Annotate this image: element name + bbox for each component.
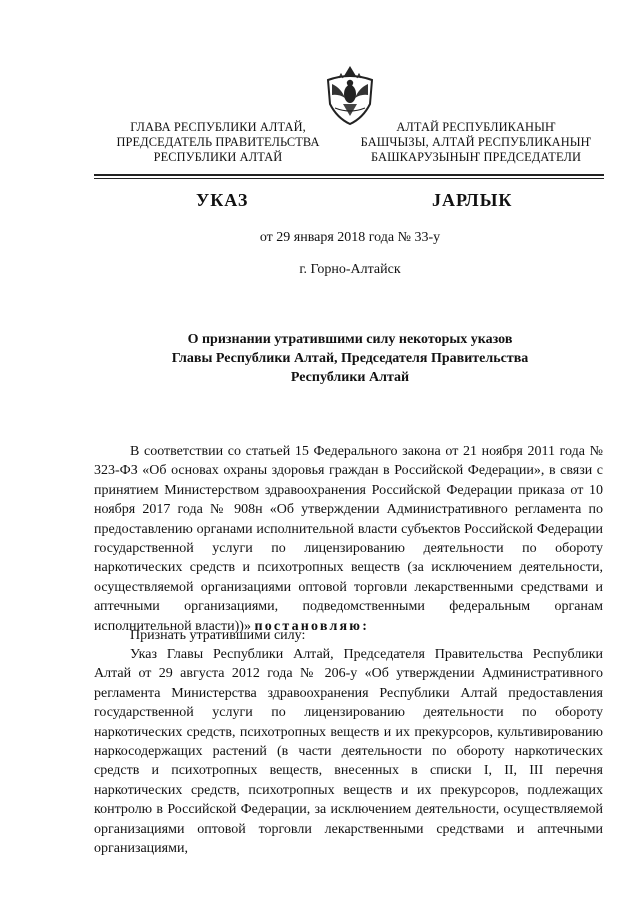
header-left-authority xyxy=(98,120,338,165)
doc-type-russian: УКАЗ xyxy=(196,190,249,210)
title-line: Республики Алтай xyxy=(290,370,410,385)
header-divider-thin xyxy=(94,178,604,179)
header-right-line: АЛТАЙ РЕСПУБЛИКАНЫҤ xyxy=(396,120,556,134)
decree-word: постановляю: xyxy=(254,618,370,634)
preamble-text: В соответствии со статьей 15 Федерального закона от 21 ноября 2011 года № 323-ФЗ «Об основах охраны здоровья граждан в Российской Федерации», в связи с принятием Министерством здравоохранения Российской Федерации приказа от 10 ноября 2017 года № 908н «Об утверждении Административного регламента по предоставлению органами исполнительной власти субъектов Российской Федерации государственной услуги по лицензированию деятельности по обороту наркотических средств и психотропных веществ (за исключением деятельности, осуществляемой организациями оптовой торговли лекарственными средствами и аптечными организациями, подведомственными федеральным органам исполнительной власти))» xyxy=(94,444,603,634)
decree-date-number: от 29 января 2018 года № 33-у xyxy=(259,230,441,245)
operative-paragraph: Указ Главы Республики Алтай, Председателя Правительства Республики Алтай от 29 августа 2012 года № 206-у «Об утверждении Административного регламента Министерства здравоохранения Республики Алтай предоставления государственной услуги по лицензированию деятельности по обороту наркотических средств, психотропных веществ и их прекурсоров, культивированию наркосодержащих растений (в части деятельности по обороту наркотических средств и психотропных веществ, внесенных в списки I, II, III перечня наркотических средств, психотропных веществ и их прекурсоров, подлежащих контролю в Российской Федерации, за исключением деятельности, осуществляемой организациями оптовой торговли лекарственными средствами и аптечными организациями, xyxy=(94,647,603,857)
decree-title xyxy=(120,330,580,387)
header-left-line: РЕСПУБЛИКИ АЛТАЙ xyxy=(153,150,283,164)
header-right-authority xyxy=(356,120,596,165)
decree-city: г. Горно-Алтайск xyxy=(299,262,401,277)
doc-type-altai: JАРЛЫК xyxy=(432,190,513,210)
header-left-line: ПРЕДСЕДАТЕЛЬ ПРАВИТЕЛЬСТВА xyxy=(116,135,320,149)
operative-intro: Признать утратившими силу: xyxy=(130,628,306,643)
header-divider-thick xyxy=(94,174,604,176)
header-right-line: БАШЧЫЗЫ, АЛТАЙ РЕСПУБЛИКАНЫҤ xyxy=(360,135,592,149)
coat-of-arms-icon xyxy=(323,64,377,126)
title-line: Главы Республики Алтай, Председателя Правительства xyxy=(171,351,529,366)
header-right-line: БАШКАРУЗЫНЫҤ ПРЕДСЕДАТЕЛИ xyxy=(370,150,582,164)
header-left-line: ГЛАВА РЕСПУБЛИКИ АЛТАЙ, xyxy=(130,120,306,134)
preamble-paragraph xyxy=(94,442,603,636)
title-line: О признании утратившими силу некоторых указов xyxy=(187,332,513,347)
